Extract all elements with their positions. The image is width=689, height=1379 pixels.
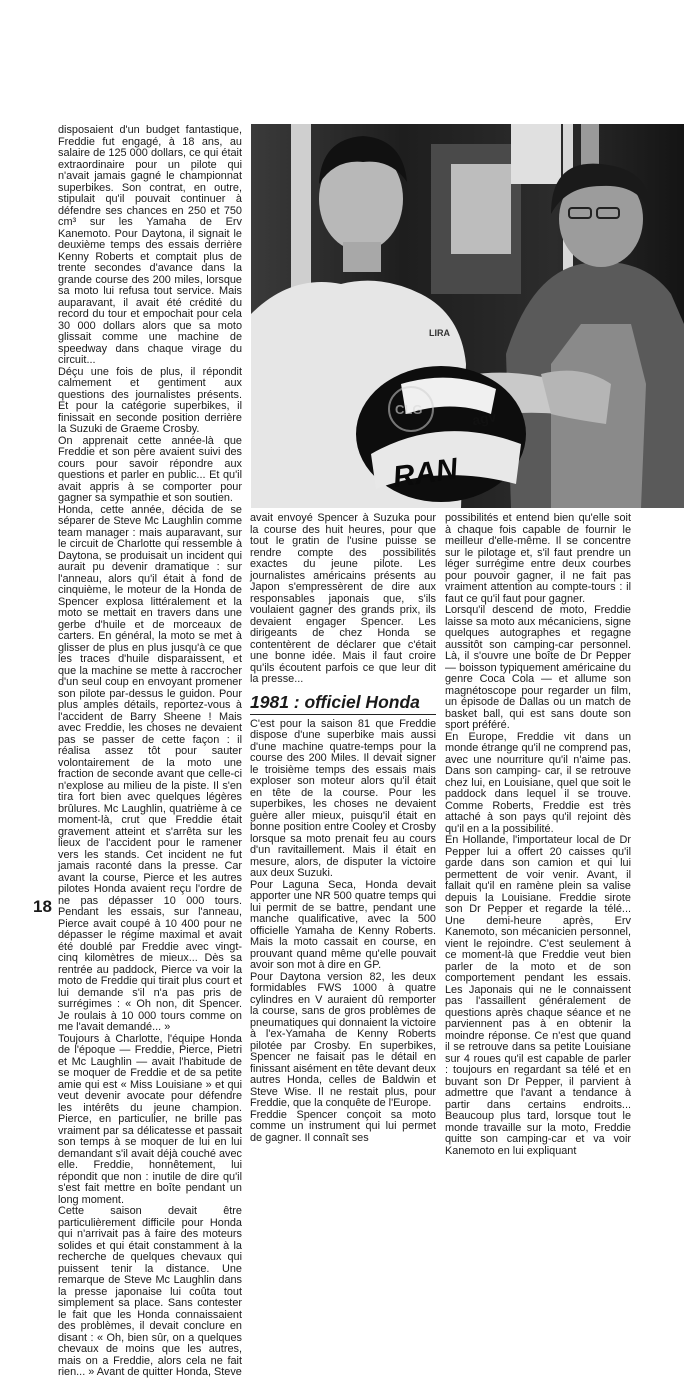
svg-text:CLG: CLG: [395, 402, 423, 417]
svg-text:agv: agv: [470, 408, 498, 429]
paragraph: Toujours à Charlotte, l'équipe Honda de l'époque — Freddie, Pierce, Pietri et Mc Laughlin — avait l'habitude de se moquer de Freddie et de sa petite amie qui est « Miss Louisiane » et qui veut devenir avocate pour défendre les intérêts du jeune champion. Pierce, en particulier, ne brille pas vraiment par sa délicatesse et passait son temps à se moquer de lui en lui demandant s'il avait déjà couché avec elle. Freddie, honnêtement, lui répondit que non : inutile de dire qu'il s'est fait mettre en boîte pendant un long moment.: [58, 1032, 242, 1206]
paragraph: En Europe, Freddie vit dans un monde étrange qu'il ne comprend pas, avec une nourriture qu'il n'aime pas. Dans son camping- car, il se retrouve chez lui, en Louisiane, quel que soit le paddock dans lequel il se trouve. Comme Roberts, Freddie est très attaché à son pays qu'il rejoint dès qu'il en a la possibilité.: [445, 730, 631, 835]
paragraph: Lorsqu'il descend de moto, Freddie laisse sa moto aux mécaniciens, signe quelques autographes et regagne aussitôt son camping-car personnel. Là, il s'ouvre une boîte de Dr Pepper — boisson typiquement américaine du genre Coca Cola — et allume son magnétoscope pour regarder un film, un épisode de Dallas ou un match de basket ball, qui est sans doute son sport préféré.: [445, 604, 631, 731]
article-column-1: [58, 125, 242, 1379]
photo-spencer-with-helmet: [251, 124, 684, 508]
paragraph: avait envoyé Spencer à Suzuka pour la course des huit heures, pour que tout le gratin de l'usine puisse se rendre compte des possibilités exactes du jeune pilote. Les journalistes américains présents au Japon s'empressèrent de dire aux responsables japonais que, s'ils voulaient gagner des grands prix, ils devaient engager Spencer. Les dirigeants de chez Honda se contentèrent de déclarer que c'était une bonne idée. Mais il faut croire qu'ils écoutent parfois ce que leur dit la presse...: [250, 512, 436, 685]
article-column-2: [250, 513, 436, 1144]
paragraph: disposaient d'un budget fantastique, Freddie fut engagé, à 18 ans, au salaire de 125 000 dollars, ce qui était extraordinaire pour un pilote qui n'avait jamais gagné le championnat superbikes. Son contrat, en outre, stipulait qu'il pouvait continuer à défendre ses chances en 250 et 750 cm³ sur les Yamaha de Erv Kanemoto. Pour Daytona, il signait le deuxième temps des essais derrière Kenny Roberts et comptait plus de trente secondes d'avance dans la grande course des 200 miles, lorsque sa moto lui refusa tout service. Mais auparavant, il avait été crédité du record du tour et empochait pour cela 30 000 dollars alors que sa moto glissait comme une machine de speedway dans chaque virage du circuit...: [58, 124, 242, 366]
paragraph: Déçu une fois de plus, il répondit calmement et gentiment aux questions des journalistes présents. Et pour la catégorie superbikes, il finissait en seconde position derrière la Suzuki de Graeme Crosby.: [58, 365, 242, 435]
paragraph: C'est pour la saison 81 que Freddie dispose d'une superbike mais aussi d'une machine quatre-temps pour la course des 200 Miles. Il devait signer le troisième temps des essais mais exploser son moteur alors qu'il était en tête de la course. Pour les superbikes, les choses ne devaient guère aller mieux, puisqu'il était en bonne position entre Cooley et Crosby lorsque sa moto prenait feu au cours d'un ravitaillement. Mais il était en mesure, alors, de disputer la victoire aux deux Suzuki.: [250, 717, 436, 879]
svg-text:RAN: RAN: [390, 452, 460, 495]
article-column-3: [445, 513, 631, 1157]
paragraph: Honda, cette année, décida de se séparer de Steve Mc Laughlin comme team manager : mais auparavant, sur le circuit de Charlotte qui ressemble à Daytona, se produisait un incident qui aurait pu devenir dramatique : sur l'anneau, alors qu'il était à fond de cinquième, le moteur de la Honda de Spencer explosa littéralement et la moto se mettait en travers dans une gerbe d'huile et de morceaux de carters. En général, la moto se met à glisser de plus en plus jusqu'à ce que les traces d'huile disparaissent, et que la machine se mette à raccrocher d'un seul coup en envoyant promener son pilote par-dessus le guidon. Pour plus amples détails, reportez-vous à l'accident de Barry Sheene ! Mais avec Freddie, les choses ne devaient pas se passer de cette façon : il réalisa assez tôt pour sauter volontairement de la moto une fraction de seconde avant que celle-ci n'explose au milieu de la piste. Il s'en tira fort bien avec quelques légères brûlures. Mc Laughlin, quatrième à ce moment-là, crut que Freddie était gravement atteint et s'arrêta sur les lieux de l'accident pour le ramener vers les stands. Cet incident ne fut jamais raconté dans la presse. Car avant la course, Pierce et les autres pilotes Honda avaient reçu l'ordre de ne pas dépasser 10 000 tours. Pendant les essais, sur l'anneau, Pierce avait coupé à 10 400 pour ne dépasser le régime maximal et avait été doublé par Freddie avec vingt-cinq kilomètres de mieux... Dès sa rentrée au paddock, Pierce va voir la moto de Freddie qui tirait plus court et lui demande s'il n'a pas pris de surrégimes : « Oh non, dit Spencer. Je roulais à 10 000 tours comme on me l'avait demandé... »: [58, 503, 242, 1033]
paragraph: possibilités et entend bien qu'elle soit à chaque fois capable de fournir le meilleur d'elle-même. Il se concentre sur le pilotage et, s'il faut prendre un léger surrégime entre deux courbes pour pouvoir gagner, il ne fait pas vraiment attention au compte-tours : il faut ce qu'il faut pour gagner.: [445, 512, 631, 605]
page-number: 18: [33, 897, 52, 916]
paragraph: Freddie Spencer conçoit sa moto comme un instrument qui lui permet de gagner. Il connaît ses: [250, 1108, 436, 1144]
paragraph: Pour Daytona version 82, les deux formidables FWS 1000 à quatre cylindres en V auraient dû remporter la course, sans de gros problèmes de pneumatiques qui donnaient la victoire à l'ex-Yamaha de Kenny Roberts pilotée par Crosby. En superbikes, Spencer ne faisait pas le détail en finissant aisément en tête devant deux autres Honda, celles de Baldwin et Steve Wise. Il ne restait plus, pour Freddie, que la conquête de l'Europe.: [250, 970, 436, 1109]
svg-text:LIRA: LIRA: [429, 328, 450, 338]
paragraph: En Hollande, l'importateur local de Dr Pepper lui a offert 20 caisses qu'il garde dans son camion et qui lui permettent de voir venir. Avant, il fallait qu'il en ramène plein sa valise depuis la Louisiane. Freddie sirote son Dr Pepper et regarde la télé... Une demi-heure après, Erv Kanemoto, son mécanicien personnel, vient le rejoindre. C'est seulement à ce moment-là que Freddie veut bien parler de la moto et de son comportement pendant les essais. Les Japonais qui ne le connaissent pas l'assaillent généralement de questions après chaque séance et ne parviennent pas à en obtenir la moindre réponse. Ce n'est que quand il se retrouve dans sa petite Louisiane sur 4 roues qu'il est capable de parler : toujours en regardant sa télé et en buvant son Dr Pepper, il parvient à admettre que l'avant a tendance à partir dans certains endroits... Beaucoup plus tard, lorsque tout le monde travaille sur la moto, Freddie quitte son camping-car et va voir Kanemoto en lui expliquant: [445, 834, 631, 1157]
section-title: 1981 : officiel Honda: [250, 691, 436, 715]
paragraph: On apprenait cette année-là que Freddie et son père avaient suivi des cours pour savoir répondre aux questions et parler en public... Et qu'il avait appris à se comporter pour gagner sa sympathie et son soutien.: [58, 434, 242, 504]
paragraph: Cette saison devait être particulièrement difficile pour Honda qui n'arrivait pas à faire des moteurs solides et qui était constamment à la recherche de quelques chevaux qui puissent tenir la distance. Une remarque de Steve Mc Laughlin dans la presse japonaise lui coûta tout simplement sa place. Sans contester le fait que les Honda connaissaient des problèmes, il devait conclure en disant : « Oh, bien sûr, on a quelques chevaux de moins que les autres, mais on a Freddie, alors cela ne fait rien... » Avant de quitter Honda, Steve: [58, 1205, 242, 1378]
paragraph: Pour Laguna Seca, Honda devait apporter une NR 500 quatre temps qui lui permit de se battre, pendant une manche qualificative, avec la 500 officielle Yamaha de Kenny Roberts. Mais la moto cassait en course, en prouvant quand même qu'elle pouvait avoir son mot à dire en GP.: [250, 878, 436, 971]
